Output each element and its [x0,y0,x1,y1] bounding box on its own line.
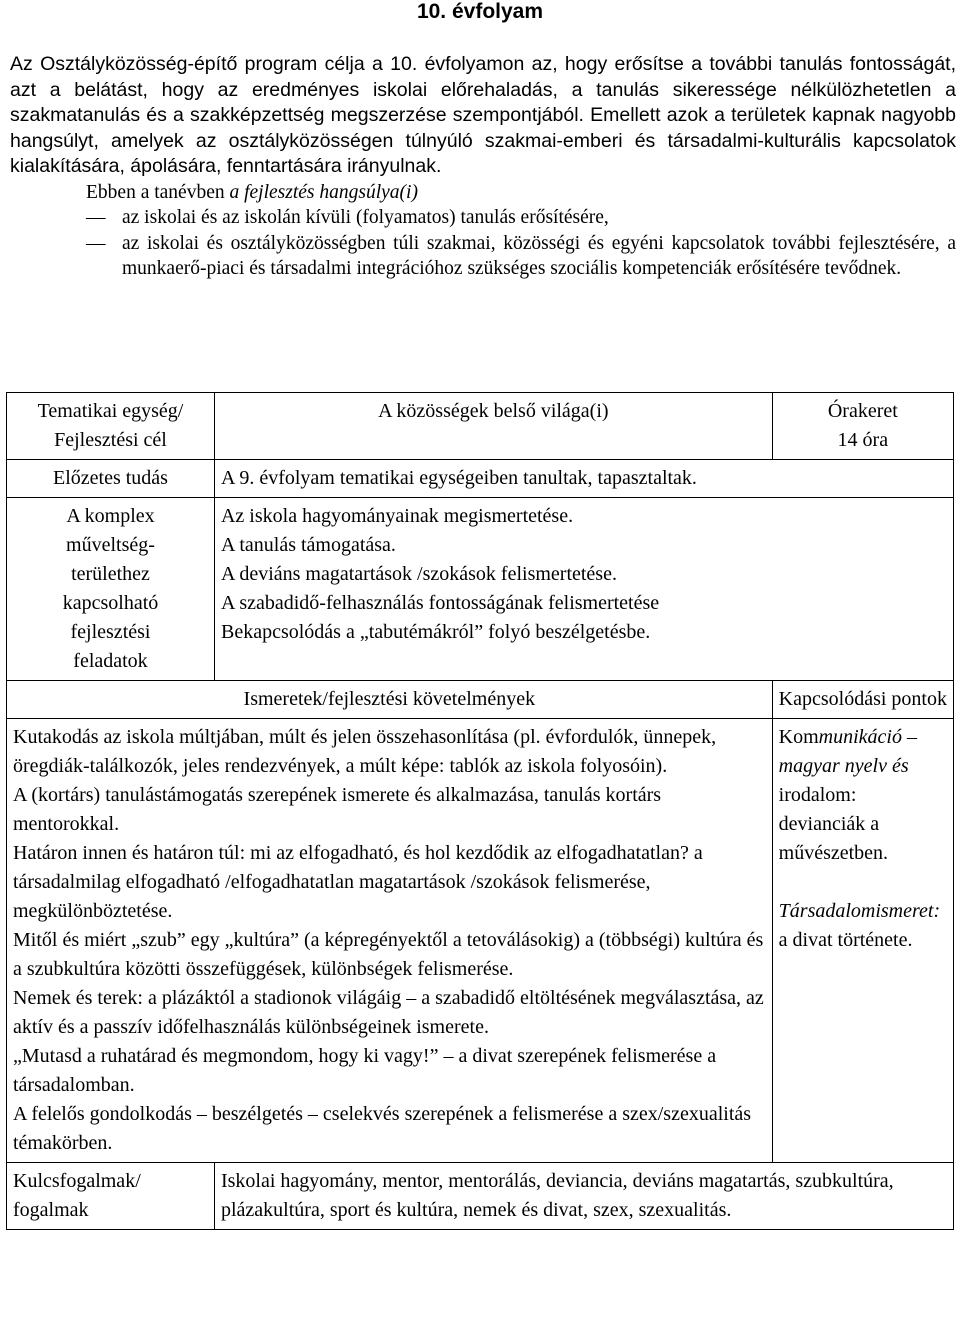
tasks-label-line: kapcsolható [62,592,159,614]
requirements-header: Ismeretek/fejlesztési követelmények [7,681,773,719]
requirements-cell [7,719,773,1163]
task-item: Bekapcsolódás a „tabutémákról” folyó beszélgetésbe. [220,621,651,643]
tasks-row [7,498,954,681]
requirements-row [7,719,954,1163]
link-text-italic: munikáció – [818,726,917,748]
unit-title-cell: A közösségek belső világa(i) [214,393,772,460]
tasks-list [214,498,953,681]
link-text: a divat története. [778,929,913,951]
keywords-label-line1: Kulcsfogalmak/ [13,1170,141,1192]
intro-lead [10,180,956,206]
keywords-row [7,1163,954,1230]
spacer [779,868,947,897]
link-social-studies: Társadalomismeret: [778,900,941,922]
keywords-value: Iskolai hagyomány, mentor, mentorálás, deviancia, deviáns magatartás, szubkultúra, plázakultúra, sport és kultúra, nemek és divat, szex, szexualitás. [214,1163,953,1230]
prior-label: Előzetes tudás [7,460,215,498]
intro-lead-plain: Ebben a tanévben [86,181,230,203]
hours-cell [772,393,953,460]
tasks-label-line: A komplex [66,505,155,527]
links-cell [772,719,953,1163]
requirement-item: A felelős gondolkodás – beszélgetés – cselekvés szerepének a felismerése a szex/szexualitás témakörben. [13,1103,752,1154]
link-text: Kom [778,726,819,748]
unit-label-cell [7,393,215,460]
bullet-text: az iskolai és osztályközösségben túli szakmai, közösségi és egyéni kapcsolatok további fejlesztésére, a munkaerő-piaci és társadalmi integrációhoz szükséges szociális kompetenciák erősítésére tevődnek. [122,232,956,279]
task-item: A szabadidő-felhasználás fontosságának felismertetése [220,592,660,614]
link-text: művészetben. [778,842,889,864]
link-text: devianciák a [778,813,880,835]
tasks-label-line: feladatok [73,650,148,672]
keywords-label-cell [7,1163,215,1230]
unit-label-line1: Tematikai egység/ [37,400,184,422]
task-item: Az iskola hagyományainak megismertetése. [220,505,574,527]
hours-value: 14 óra [837,429,889,451]
intro-section [10,52,956,282]
keywords-label-line2: fogalmak [13,1199,89,1221]
header-row [7,681,954,719]
link-text-italic: magyar nyelv és [778,755,909,777]
bullet-item [10,231,956,282]
links-header: Kapcsolódási pontok [772,681,953,719]
prior-row [7,460,954,498]
hours-label: Órakeret [827,400,898,422]
unit-label-line2: Fejlesztési cél [54,429,167,451]
task-item: A tanulás támogatása. [220,534,396,556]
requirement-item: Kutakodás az iskola múltjában, múlt és jelen összehasonlítása (pl. évfordulók, ünnepek, öregdiák-találkozók, jeles rendezvények, a múlt képe: tablók az iskola folyosóin). [13,726,717,777]
bullet-item [10,205,956,231]
curriculum-table [6,392,954,1230]
tasks-label-line: területhez [71,563,150,585]
dash-marker: — [86,232,106,254]
link-communication [779,723,947,752]
page-title: 10. évfolyam [416,0,544,23]
requirement-item: „Mutasd a ruhatárad és megmondom, hogy ki vagy!” – a divat szerepének felismerése a társadalomban. [13,1045,717,1096]
tasks-label-cell [7,498,215,681]
dash-marker: — [86,207,106,228]
requirement-item: A (kortárs) tanulástámogatás szerepének ismerete és alkalmazása, tanulás kortárs mentorokkal. [13,784,662,835]
intro-paragraph: Az Osztályközösség-építő program célja a 10. évfolyamon az, hogy erősítse a további tanulás fontosságát, azt a belátást, hogy az eredményes iskolai előrehaladás, a tanulás sikeressége nélkülözhetetlen a szakmatanulás és a szakképzettség megszerzése szempontjából. Emellett azok a területek kapnak nagyobb hangsúlyt, amelyek az osztályközösségen túlnyúló szakmai-emberi és társadalmi-kulturális kapcsolatok kialakítására, ápolására, fenntartására irányulnak. [10,53,956,177]
link-text: irodalom: [778,784,857,806]
bullet-text: az iskolai és az iskolán kívüli (folyamatos) tanulás erősítésére, [122,207,609,228]
unit-row [7,393,954,460]
intro-lead-italic: a fejlesztés hangsúlya(i) [229,181,418,203]
requirement-item: Nemek és terek: a plázáktól a stadionok világáig – a szabadidő eltöltésének megválasztása, az aktív és a passzív időfelhasználás különbségeinek ismerete. [13,987,764,1038]
tasks-label-line: műveltség- [66,534,155,556]
tasks-label-line: fejlesztési [70,621,151,643]
task-item: A deviáns magatartások /szokások felismertetése. [220,563,617,585]
requirement-item: Mitől és miért „szub” egy „kultúra” (a képregényektől a tetoválásokig) a (többségi) kultúra és a szubkultúra közötti összefüggések, különbségek felismerése. [13,929,764,980]
requirement-item: Határon innen és határon túl: mi az elfogadható, és hol kezdődik az elfogadhatatlan? a társadalmilag elfogadható /elfogadhatatlan magatartások /szokások felismerése, megkülönböztetése. [13,842,703,922]
prior-value: A 9. évfolyam tematikai egységeiben tanultak, tapasztaltak. [214,460,953,498]
